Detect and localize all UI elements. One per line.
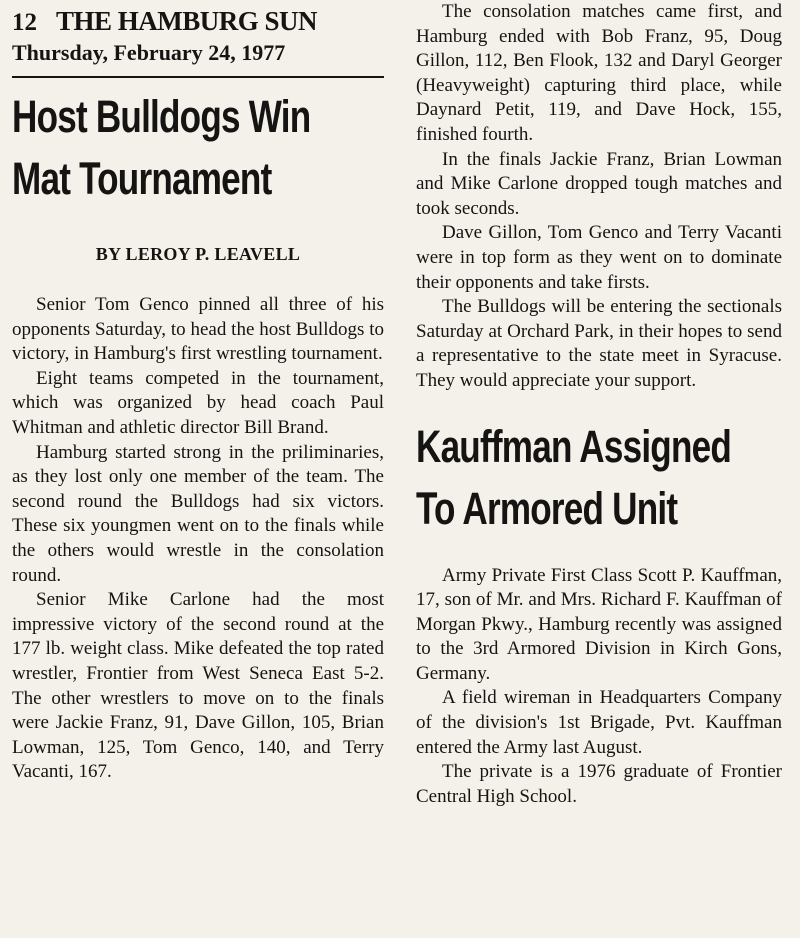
article1-paragraph: Hamburg started strong in the priliminaries, as they lost only one member of the team. The second round the Bulldogs had six victors. These six youngmen went on to the finals while the others would wrestle in the consolation round. — [12, 441, 384, 586]
byline: BY LEROY P. LEAVELL — [95, 244, 301, 264]
masthead-rule — [12, 76, 384, 78]
article1-paragraph: Dave Gillon, Tom Genco and Terry Vacanti were in top form as they went on to dominate their opponents and take firsts. — [416, 222, 782, 293]
issue-date: Thursday, February 24, 1977 — [12, 40, 286, 65]
left-column — [12, 6, 384, 785]
article1-paragraph: The consolation matches came first, and Hamburg ended with Bob Franz, 95, Doug Gillon, 112, Ben Flook, 132 and Daryl Georger (Heavyweight) capturing third place, while Daynard Petit, 119, and Dave Hock, 155, finished fourth. — [416, 1, 782, 145]
article2-body — [416, 564, 782, 810]
article2-paragraph: Army Private First Class Scott P. Kauffman, 17, son of Mr. and Mrs. Richard F. Kauffman of Morgan Pkwy., Hamburg recently was assigned to the 3rd Armored Division in Kirch Gons, Germany. — [416, 564, 782, 684]
article1-paragraph: Senior Mike Carlone had the most impressive victory of the second round at the 177 lb. weight class. Mike defeated the top rated wrestler, Frontier from West Seneca East 5-2. The other wrestlers to move on to the finals were Jackie Franz, 91, Dave Gillon, 105, Brian Lowman, 125, Tom Genco, 140, and Terry Vacanti, 167. — [12, 589, 384, 783]
article2-headline — [416, 416, 782, 540]
masthead — [12, 6, 384, 38]
article2-headline-line2: To Armored Unit — [416, 482, 678, 534]
right-column — [416, 0, 782, 809]
article1-paragraph: In the finals Jackie Franz, Brian Lowman and Mike Carlone dropped tough matches and took seconds. — [416, 148, 782, 219]
article1-headline — [12, 86, 384, 210]
article2-paragraph: The private is a 1976 graduate of Frontier Central High School. — [416, 761, 782, 807]
article1-paragraph: Eight teams competed in the tournament, which was organized by head coach Paul Whitman and athletic director Bill Brand. — [12, 367, 384, 438]
article1-headline-line1: Host Bulldogs Win — [12, 91, 311, 142]
article2-paragraph: A field wireman in Headquarters Company of the division's 1st Brigade, Pvt. Kauffman entered the Army last August. — [416, 687, 782, 758]
article1-paragraph: Senior Tom Genco pinned all three of his opponents Saturday, to head the host Bulldogs to victory, in Hamburg's first wrestling tournament. — [12, 294, 384, 365]
article1-paragraph: The Bulldogs will be entering the sectionals Saturday at Orchard Park, in their hopes to send a representative to the state meet in Syracuse. They would appreciate your support. — [416, 296, 782, 391]
article1-body-left — [12, 293, 384, 785]
paper-name: THE HAMBURG SUN — [56, 6, 318, 36]
article1-headline-line2: Mat Tournament — [12, 153, 272, 204]
article1-body-right — [416, 0, 782, 394]
page-number: 12 — [12, 9, 37, 36]
article2-headline-line1: Kauffman Assigned — [416, 420, 732, 472]
